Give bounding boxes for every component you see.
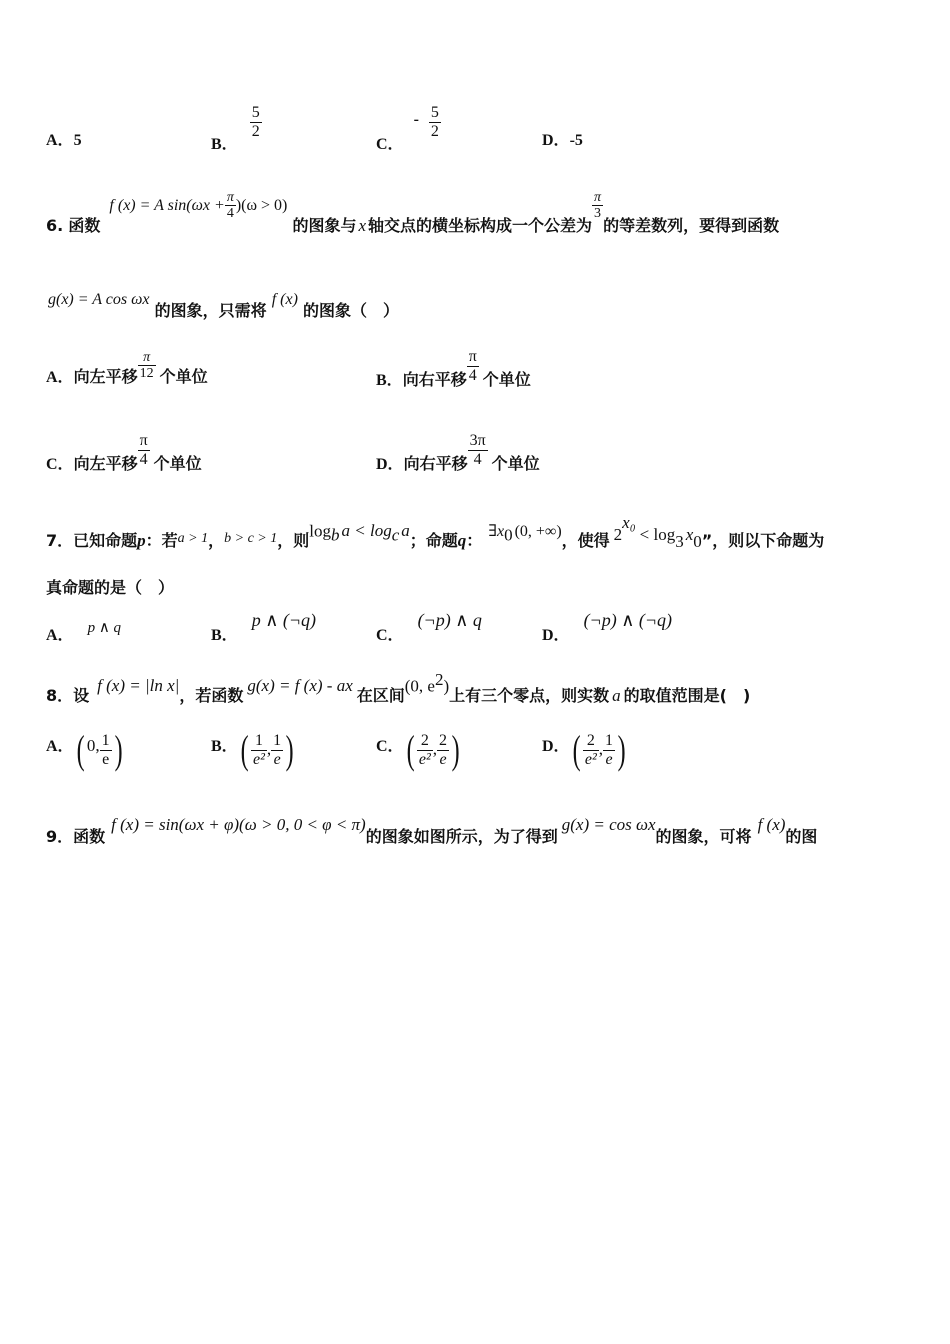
q8-option-a bbox=[46, 727, 125, 772]
left-paren: ( bbox=[406, 727, 415, 772]
comma: , bbox=[432, 739, 438, 759]
option-text: 向右平移 bbox=[403, 454, 468, 473]
left-paren: ( bbox=[76, 727, 85, 772]
subscript: 0 bbox=[693, 531, 702, 551]
log-expression: a < log bbox=[341, 521, 392, 541]
function-expression: f (x) bbox=[757, 815, 786, 834]
power-base: 2 bbox=[613, 525, 623, 545]
option-label: C． bbox=[46, 456, 74, 473]
fraction: $\frac{\pi}{4}$ bbox=[226, 190, 234, 221]
stem-text: 的图象与 bbox=[292, 216, 357, 235]
option-value: 5 bbox=[73, 132, 82, 149]
stem-text: 轴交点的横坐标构成一个公差为 bbox=[368, 216, 593, 235]
q6-stem-line1 bbox=[46, 190, 780, 235]
fraction: $\frac{5}{2}$ bbox=[430, 104, 439, 140]
question-number: 8． bbox=[46, 686, 74, 706]
stem-text: 的图象如图所示，为了得到 bbox=[365, 827, 558, 846]
q5-option-a bbox=[46, 127, 82, 150]
log-base: c bbox=[391, 525, 400, 545]
q8-option-b bbox=[211, 727, 297, 772]
stem-text: ， bbox=[208, 531, 225, 551]
q6-option-b bbox=[376, 348, 531, 389]
option-text: 向左平移 bbox=[73, 454, 138, 473]
subscript: 0 bbox=[504, 525, 513, 545]
proposition-p: p bbox=[137, 531, 146, 551]
option-text: 个单位 bbox=[153, 454, 202, 473]
interval-lead: 0, bbox=[86, 735, 100, 755]
question-number: 9． bbox=[46, 827, 74, 846]
option-label: D． bbox=[542, 627, 570, 644]
left-paren: ( bbox=[240, 727, 249, 772]
stem-text: 的图 bbox=[785, 827, 818, 846]
exponent: 2 bbox=[434, 670, 444, 689]
log-expression: log bbox=[309, 521, 331, 541]
stem-text: ：若 bbox=[145, 531, 178, 551]
q6-option-d bbox=[376, 432, 540, 473]
stem-text: ，使得 bbox=[561, 531, 610, 551]
exists-expression: ∃x bbox=[488, 523, 505, 541]
log-base: b bbox=[331, 525, 340, 545]
option-expression: p ∧ (¬q) bbox=[251, 610, 316, 630]
option-label: A． bbox=[46, 369, 74, 386]
q6-option-c bbox=[46, 432, 202, 473]
right-paren: ) bbox=[451, 727, 460, 772]
function-expression: f (x) = A sin(ωx + bbox=[109, 197, 225, 214]
stem-text: ： bbox=[466, 531, 483, 551]
fraction: $\frac{1}{e}$ bbox=[605, 731, 614, 768]
variable: x bbox=[358, 216, 367, 235]
log-base: 3 bbox=[675, 531, 684, 551]
option-text: 个单位 bbox=[491, 454, 540, 473]
q7-option-d bbox=[542, 608, 673, 644]
q8-stem bbox=[46, 670, 751, 706]
stem-text: 设 bbox=[73, 686, 90, 706]
function-expression: f (x) bbox=[271, 291, 298, 308]
option-label: B． bbox=[211, 136, 238, 154]
option-text: 个单位 bbox=[159, 367, 208, 386]
stem-text: 的取值范围是( ) bbox=[623, 686, 751, 706]
comma: , bbox=[598, 739, 604, 759]
interval-end: ) bbox=[443, 676, 450, 696]
stem-text: ”，则以下命题为 bbox=[701, 531, 825, 551]
log-argument: a bbox=[401, 521, 410, 541]
option-text: 向左平移 bbox=[73, 367, 138, 386]
stem-text: 的图象，可将 bbox=[655, 827, 752, 846]
function-expression: g(x) = cos ωx bbox=[561, 815, 656, 834]
fraction: $\frac{1}{\text{e²}}$ bbox=[253, 731, 265, 768]
q8-option-d bbox=[542, 727, 628, 772]
q5-option-d bbox=[542, 127, 583, 150]
stem-text: 上有三个零点，则实数 bbox=[449, 686, 610, 706]
interval: (0, e bbox=[404, 676, 435, 696]
stem-text: 的图象（ ） bbox=[302, 301, 399, 320]
q5-option-c bbox=[376, 104, 441, 154]
function-expression: g(x) = A cos ωx bbox=[48, 291, 150, 308]
option-expression: (¬p) ∧ q bbox=[417, 610, 482, 630]
right-paren: ) bbox=[617, 727, 626, 772]
condition: a > 1 bbox=[177, 531, 209, 547]
variable: a bbox=[612, 686, 621, 706]
option-label: B． bbox=[211, 627, 238, 644]
option-label: B． bbox=[211, 737, 238, 755]
option-text: 向右平移 bbox=[402, 370, 467, 389]
q6-option-a bbox=[46, 350, 208, 386]
option-label: B． bbox=[376, 372, 403, 389]
option-expression: (¬p) ∧ (¬q) bbox=[583, 610, 673, 630]
fraction: $\frac{\pi}{3}$ bbox=[594, 190, 602, 221]
stem-text: ，则 bbox=[277, 531, 310, 551]
comma: , bbox=[266, 739, 272, 759]
stem-text: 已知命题 bbox=[73, 531, 138, 551]
fraction: $\frac{5}{2}$ bbox=[251, 104, 260, 140]
fraction: $\frac{\pi}{12}$ bbox=[139, 350, 154, 381]
fraction: $\frac{2}{e}$ bbox=[439, 731, 448, 768]
option-label: D． bbox=[542, 737, 570, 755]
question-number: 6. bbox=[46, 216, 64, 235]
q7-option-c bbox=[376, 608, 482, 644]
fraction: $\frac{\pi}{4}$ bbox=[139, 432, 148, 468]
function-expression-tail: )(ω > 0) bbox=[235, 197, 288, 214]
q7-stem-line2: 真命题的是（ ） bbox=[46, 578, 175, 597]
fraction: $\frac{1}{e}$ bbox=[101, 731, 110, 768]
left-paren: ( bbox=[572, 727, 581, 772]
q7-stem-line1 bbox=[46, 513, 825, 551]
question-number: 7． bbox=[46, 531, 74, 551]
q7-option-b bbox=[211, 608, 316, 644]
function-expression: g(x) = f (x) - ax bbox=[247, 676, 353, 696]
q7-option-a bbox=[46, 614, 122, 644]
interval: (0, +∞) bbox=[514, 523, 562, 541]
q6-stem-line2 bbox=[48, 286, 399, 320]
fraction: $\frac{2}{\text{e²}}$ bbox=[418, 731, 431, 768]
stem-text: ，若函数 bbox=[179, 686, 244, 706]
proposition-q: q bbox=[457, 531, 467, 551]
condition: b > c > 1 bbox=[224, 531, 278, 547]
stem-text: 在区间 bbox=[356, 686, 405, 706]
option-label: C． bbox=[376, 136, 404, 154]
variable: x bbox=[685, 525, 694, 545]
option-label: A． bbox=[46, 737, 74, 755]
exponent: x₀ bbox=[622, 513, 636, 532]
fraction: $\frac{2}{\text{e²}}$ bbox=[584, 731, 597, 768]
right-paren: ) bbox=[114, 727, 123, 772]
right-paren: ) bbox=[285, 727, 294, 772]
option-label: A． bbox=[46, 627, 74, 644]
option-label: C． bbox=[376, 627, 404, 644]
stem-text: 的图象，只需将 bbox=[154, 301, 267, 320]
option-text: 个单位 bbox=[482, 370, 531, 389]
log-expression: < log bbox=[639, 525, 676, 545]
q9-stem bbox=[46, 812, 818, 846]
fraction: $\frac{1}{e}$ bbox=[273, 731, 282, 768]
option-value: -5 bbox=[569, 132, 583, 149]
function-expression: f (x) = sin(ωx + φ)(ω > 0, 0 < φ < π) bbox=[111, 815, 366, 834]
fraction: $\frac{3\pi}{4}$ bbox=[469, 432, 486, 468]
stem-text: 函数 bbox=[68, 216, 101, 235]
option-label: D． bbox=[376, 456, 404, 473]
option-expression: p ∧ q bbox=[87, 620, 122, 636]
stem-text: ；命题 bbox=[409, 531, 458, 551]
stem-text: 函数 bbox=[73, 827, 106, 846]
q5-option-b bbox=[211, 104, 262, 154]
option-label: A． bbox=[46, 132, 74, 149]
option-label: D． bbox=[542, 132, 570, 149]
fraction: $\frac{\pi}{4}$ bbox=[468, 348, 477, 384]
option-label: C． bbox=[376, 737, 404, 755]
stem-text: 的等差数列，要得到函数 bbox=[603, 216, 780, 235]
minus-sign: - bbox=[413, 111, 419, 129]
q8-option-c bbox=[376, 727, 462, 772]
function-expression: f (x) = |ln x| bbox=[97, 676, 180, 696]
